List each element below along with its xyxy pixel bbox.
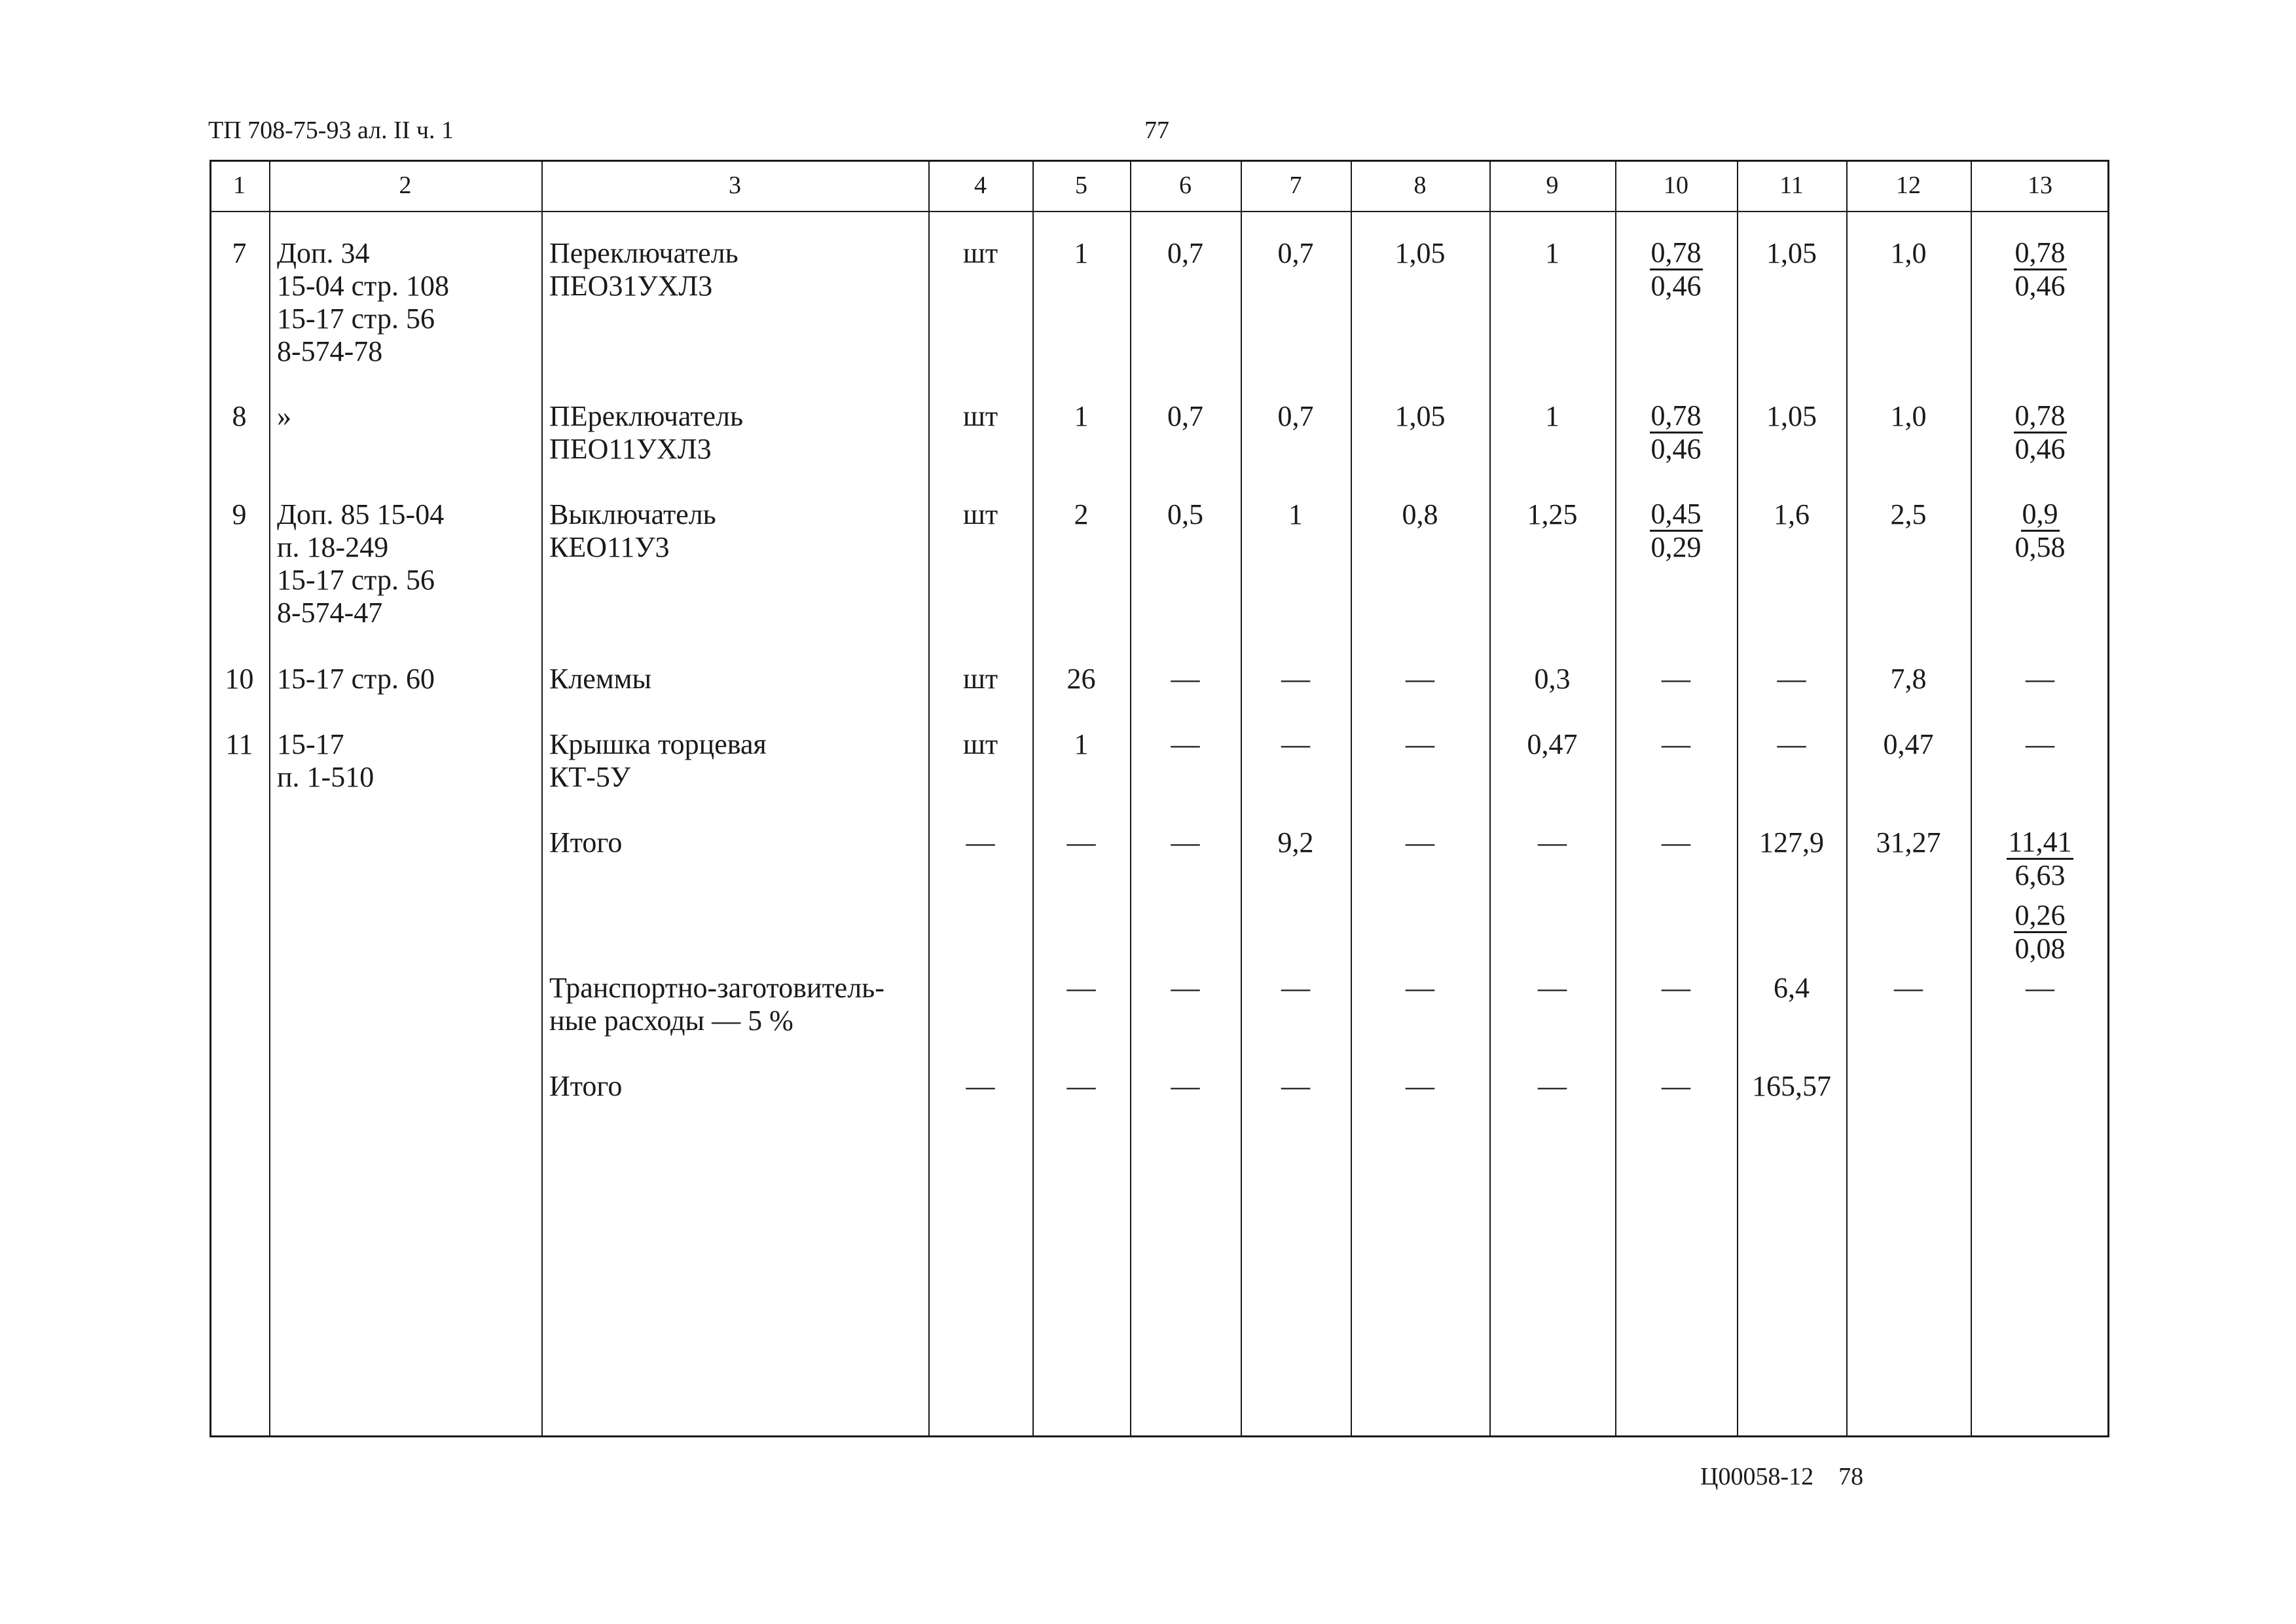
document-code: ТП 708-75-93 ал. II ч. 1 (208, 117, 454, 144)
column-header: 5 (1075, 172, 1087, 199)
row-item-name: ПЕреключатель (549, 400, 744, 432)
cell-unit: шт (962, 728, 998, 760)
page-number: 77 (1144, 117, 1169, 144)
cell-c11: — (1777, 663, 1806, 695)
column-header: 12 (1896, 172, 1921, 199)
cell-c10-fraction (1615, 237, 1737, 302)
fraction-numerator: 0,26 (2014, 900, 2067, 933)
column-divider (928, 160, 930, 1437)
cell-c12: 1,0 (1890, 237, 1927, 269)
cell-c12: 2,5 (1890, 498, 1927, 530)
cell-c6: — (1171, 826, 1200, 858)
cell-c11: 165,57 (1752, 1070, 1831, 1102)
cell-c7: 1 (1288, 498, 1303, 530)
column-header: 3 (729, 172, 741, 199)
cell-qty: 2 (1074, 498, 1089, 530)
cell-c10: — (1662, 1070, 1690, 1102)
cell-c13: — (2026, 663, 2054, 695)
row-item-name: ПЕО11УХЛ3 (549, 433, 712, 465)
cell-qty: 26 (1066, 663, 1096, 695)
transport-costs-label: Транспортно-заготовитель- (549, 972, 884, 1004)
column-divider (541, 160, 543, 1437)
cell-c7: — (1281, 1070, 1310, 1102)
column-header: 7 (1289, 172, 1302, 199)
cell-c8: — (1406, 663, 1434, 695)
row-reference: » (277, 400, 291, 432)
cell-c8: 0,8 (1402, 498, 1438, 530)
grand-total-label: Итого (549, 1070, 623, 1102)
column-header: 1 (233, 172, 246, 199)
cell-c9: — (1538, 826, 1567, 858)
footer-sheet-number: 78 (1838, 1463, 1864, 1490)
row-reference: 15-17 стр. 60 (277, 663, 435, 695)
column-divider (1615, 160, 1616, 1437)
fraction-denominator: 0,46 (2014, 270, 2066, 302)
cell-c9: 1 (1545, 237, 1559, 269)
row-item-name: Крышка торцевая (549, 728, 767, 760)
column-divider (1846, 160, 1848, 1437)
cell-c13-fraction (1971, 826, 2109, 891)
row-reference: 8-574-47 (277, 597, 383, 629)
row-item-name: КЕО11У3 (549, 531, 670, 563)
cell-c13-fraction (1971, 498, 2109, 563)
cell-c9: 0,47 (1527, 728, 1578, 760)
row-reference: п. 18-249 (277, 531, 389, 563)
cell-c6: 0,7 (1167, 400, 1203, 432)
fraction-numerator: 0,78 (1650, 237, 1703, 270)
row-item-name: КТ-5У (549, 761, 631, 793)
cell-c9: — (1538, 972, 1567, 1004)
column-header: 11 (1779, 172, 1804, 199)
row-number: 9 (232, 498, 247, 530)
row-reference: 15-17 (277, 728, 344, 760)
cell-unit: шт (962, 498, 998, 530)
row-number: 11 (225, 728, 253, 760)
fraction-denominator: 6,63 (2014, 859, 2066, 891)
fraction-numerator: 0,78 (2014, 400, 2067, 434)
column-header: 6 (1179, 172, 1192, 199)
cell-c10: — (1662, 663, 1690, 695)
row-number: 8 (232, 400, 247, 432)
row-reference: Доп. 34 (277, 237, 370, 269)
row-reference: п. 1-510 (277, 761, 374, 793)
cell-c11: — (1777, 728, 1806, 760)
cell-unit: шт (962, 663, 998, 695)
row-number: 7 (232, 237, 247, 269)
cell-qty: 1 (1074, 400, 1089, 432)
cell-c7: 9,2 (1277, 826, 1314, 858)
column-divider (1032, 160, 1034, 1437)
cell-c9: 0,3 (1534, 663, 1571, 695)
cell-c6: — (1171, 663, 1200, 695)
total-label: Итого (549, 826, 623, 858)
column-divider (1241, 160, 1242, 1437)
cell-c10: — (1662, 972, 1690, 1004)
cell-c13-fraction (1971, 237, 2109, 302)
cell-c8: 1,05 (1394, 237, 1446, 269)
row-reference: 15-04 стр. 108 (277, 270, 449, 302)
total-extra-fraction (1971, 900, 2109, 965)
column-header: 2 (399, 172, 412, 199)
cell-c9: — (1538, 1070, 1567, 1102)
specification-table (210, 160, 2109, 1437)
cell-c13: — (2026, 728, 2054, 760)
cell-c6: — (1171, 972, 1200, 1004)
cell-c13: — (2026, 972, 2054, 1004)
column-header: 4 (974, 172, 987, 199)
cell-unit: шт (962, 237, 998, 269)
cell-c6: — (1171, 1070, 1200, 1102)
cell-c12: — (1894, 972, 1923, 1004)
cell-c8: 1,05 (1394, 400, 1446, 432)
row-item-name: ПЕО31УХЛ3 (549, 270, 713, 302)
cell-qty: 1 (1074, 728, 1089, 760)
cell-c10-fraction (1615, 400, 1737, 465)
column-header: 8 (1413, 172, 1427, 199)
fraction-numerator: 0,78 (1650, 400, 1703, 434)
cell-c6: 0,5 (1167, 498, 1203, 530)
fraction-denominator: 0,46 (1650, 433, 1702, 465)
cell-qty: 1 (1074, 237, 1089, 269)
cell-c13-fraction (1971, 400, 2109, 465)
cell-c10: — (1662, 728, 1690, 760)
column-header: 9 (1546, 172, 1559, 199)
cell-c9: 1 (1545, 400, 1559, 432)
cell-qty: — (1066, 826, 1096, 858)
cell-c8: — (1406, 826, 1434, 858)
cell-c7: — (1281, 663, 1310, 695)
fraction-numerator: 0,9 (2021, 498, 2060, 532)
cell-unit: — (966, 1070, 995, 1102)
cell-unit: шт (962, 400, 998, 432)
column-header: 10 (1664, 172, 1688, 199)
cell-c7: 0,7 (1277, 237, 1314, 269)
column-divider (1971, 160, 1972, 1437)
fraction-denominator: 0,08 (2014, 932, 2066, 965)
fraction-denominator: 0,46 (1650, 270, 1702, 302)
cell-c8: — (1406, 972, 1434, 1004)
cell-qty: — (1066, 1070, 1096, 1102)
row-reference: 15-17 стр. 56 (277, 303, 435, 335)
cell-c12: 0,47 (1883, 728, 1934, 760)
cell-c12: 1,0 (1890, 400, 1927, 432)
table-frame (210, 160, 2109, 1437)
column-divider (1130, 160, 1131, 1437)
cell-c8: — (1406, 1070, 1434, 1102)
footer-doc-id: Ц00058-12 (1700, 1463, 1814, 1490)
header-divider (210, 211, 2109, 212)
cell-c12: 31,27 (1876, 826, 1941, 858)
fraction-numerator: 0,45 (1650, 498, 1703, 532)
row-item-name: Клеммы (549, 663, 652, 695)
cell-c7: 0,7 (1277, 400, 1314, 432)
cell-c10-fraction (1615, 498, 1737, 563)
cell-qty: — (1066, 972, 1096, 1004)
cell-c10: — (1662, 826, 1690, 858)
transport-costs-label: ные расходы — 5 % (549, 1005, 793, 1037)
cell-c9: 1,25 (1527, 498, 1578, 530)
column-divider (269, 160, 270, 1437)
cell-c6: 0,7 (1167, 237, 1203, 269)
cell-c8: — (1406, 728, 1434, 760)
fraction-denominator: 0,29 (1650, 531, 1702, 563)
row-reference: Доп. 85 15-04 (277, 498, 445, 530)
cell-c11: 6,4 (1774, 972, 1810, 1004)
row-number: 10 (225, 663, 254, 695)
row-item-name: Выключатель (549, 498, 716, 530)
fraction-numerator: 11,41 (2007, 826, 2073, 860)
cell-c11: 1,05 (1766, 400, 1817, 432)
cell-c6: — (1171, 728, 1200, 760)
column-divider (1351, 160, 1352, 1437)
cell-c12: 7,8 (1890, 663, 1927, 695)
fraction-denominator: 0,46 (2014, 433, 2066, 465)
fraction-numerator: 0,78 (2014, 237, 2067, 270)
fraction-denominator: 0,58 (2014, 531, 2066, 563)
cell-c7: — (1281, 972, 1310, 1004)
row-item-name: Переключатель (549, 237, 738, 269)
cell-unit: — (966, 826, 995, 858)
column-header: 13 (2028, 172, 2052, 199)
cell-c11: 127,9 (1759, 826, 1824, 858)
row-reference: 8-574-78 (277, 335, 383, 367)
column-divider (1489, 160, 1491, 1437)
column-divider (1737, 160, 1738, 1437)
row-reference: 15-17 стр. 56 (277, 564, 435, 596)
cell-c11: 1,6 (1774, 498, 1810, 530)
cell-c11: 1,05 (1766, 237, 1817, 269)
cell-c7: — (1281, 728, 1310, 760)
footer (1700, 1464, 1863, 1489)
